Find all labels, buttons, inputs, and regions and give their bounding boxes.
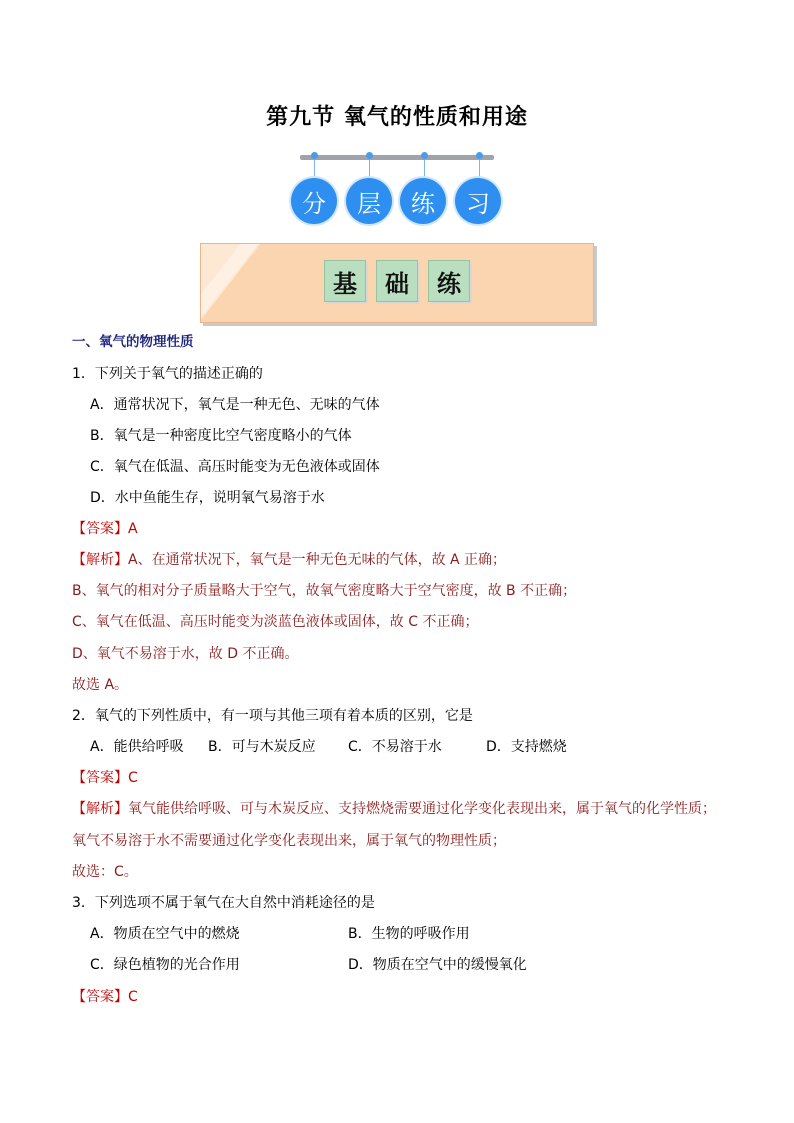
banner-char: 练: [428, 260, 470, 302]
analysis-text: 氧气能供给呼吸、可与木炭反应、支持燃烧需要通过化学变化表现出来，属于氧气的化学性质；: [128, 801, 716, 817]
hanger-string: [479, 160, 480, 178]
question-1-stem: 1．下列关于氧气的描述正确的: [72, 366, 263, 382]
hanger-string: [424, 160, 425, 178]
page-title: 第九节 氧气的性质和用途: [266, 105, 528, 130]
question-2-conclusion: 故选：C。: [72, 864, 138, 880]
hanger-string: [369, 160, 370, 178]
question-2-analysis-line: 氧气不易溶于水不需要通过化学变化表现出来，属于氧气的物理性质；: [72, 833, 506, 849]
question-3-option-b: B．生物的呼吸作用: [348, 926, 470, 942]
banner-char: 础: [376, 260, 418, 302]
badge-fen: 分: [291, 178, 337, 224]
question-1-analysis-line: D、氧气不易溶于水，故 D 不正确。: [72, 646, 299, 662]
question-2-analysis-line: [72, 799, 716, 819]
answer-value: C: [128, 770, 138, 786]
question-1-option-a: A．通常状况下，氧气是一种无色、无味的气体: [90, 397, 380, 413]
answer-value: A: [128, 521, 138, 537]
basic-practice-banner: [200, 243, 594, 323]
question-3-option-a: A．物质在空气中的燃烧: [90, 926, 240, 942]
question-1-option-b: B．氧气是一种密度比空气密度略小的气体: [90, 428, 352, 444]
section-heading: 一、氧气的物理性质: [72, 334, 194, 350]
hanger-rail: [300, 155, 494, 160]
analysis-text: A、在通常状况下，氧气是一种无色无味的气体，故 A 正确；: [128, 552, 507, 568]
question-2-option-a: A．能供给呼吸: [90, 739, 184, 755]
banner-char: 基: [324, 260, 366, 302]
hanger-pin: [421, 152, 428, 159]
question-3-option-d: D．物质在空气中的缓慢氧化: [348, 957, 527, 973]
question-2-option-b: B．可与木炭反应: [208, 739, 316, 755]
question-1-analysis-line: C、氧气在低温、高压时能变为淡蓝色液体或固体，故 C 不正确；: [72, 614, 479, 630]
badge-lian: 练: [400, 178, 446, 224]
question-1-conclusion: 故选 A。: [72, 677, 129, 693]
badge-ceng: 层: [346, 178, 392, 224]
question-2-option-d: D．支持燃烧: [486, 739, 567, 755]
badge-xi: 习: [455, 178, 501, 224]
banner-title: [324, 260, 470, 304]
hanger-pin: [366, 152, 373, 159]
question-1-option-c: C．氧气在低温、高压时能变为无色液体或固体: [90, 459, 380, 475]
question-1-analysis-line: [72, 550, 506, 570]
question-1-answer: [72, 519, 138, 539]
answer-label: 【答案】: [72, 521, 128, 537]
answer-label: 【答案】: [72, 989, 128, 1005]
answer-value: C: [128, 989, 138, 1005]
question-1-analysis-line: B、氧气的相对分子质量略大于空气，故氧气密度略大于空气密度，故 B 不正确；: [72, 583, 577, 599]
hanger-pin: [476, 152, 483, 159]
question-3-answer: [72, 987, 138, 1007]
question-2-answer: [72, 768, 138, 788]
badge-hanger-bar: [300, 152, 494, 164]
question-1-option-d: D．水中鱼能生存，说明氧气易溶于水: [90, 490, 325, 506]
question-3-stem: 3．下列选项不属于氧气在大自然中消耗途径的是: [72, 895, 375, 911]
hanger-string: [314, 160, 315, 178]
question-3-option-c: C．绿色植物的光合作用: [90, 957, 240, 973]
analysis-label: 【解析】: [72, 552, 128, 568]
analysis-label: 【解析】: [72, 801, 128, 817]
question-2-option-c: C．不易溶于水: [348, 739, 442, 755]
answer-label: 【答案】: [72, 770, 128, 786]
question-2-stem: 2．氧气的下列性质中，有一项与其他三项有着本质的区别，它是: [72, 708, 473, 724]
hanger-pin: [311, 152, 318, 159]
